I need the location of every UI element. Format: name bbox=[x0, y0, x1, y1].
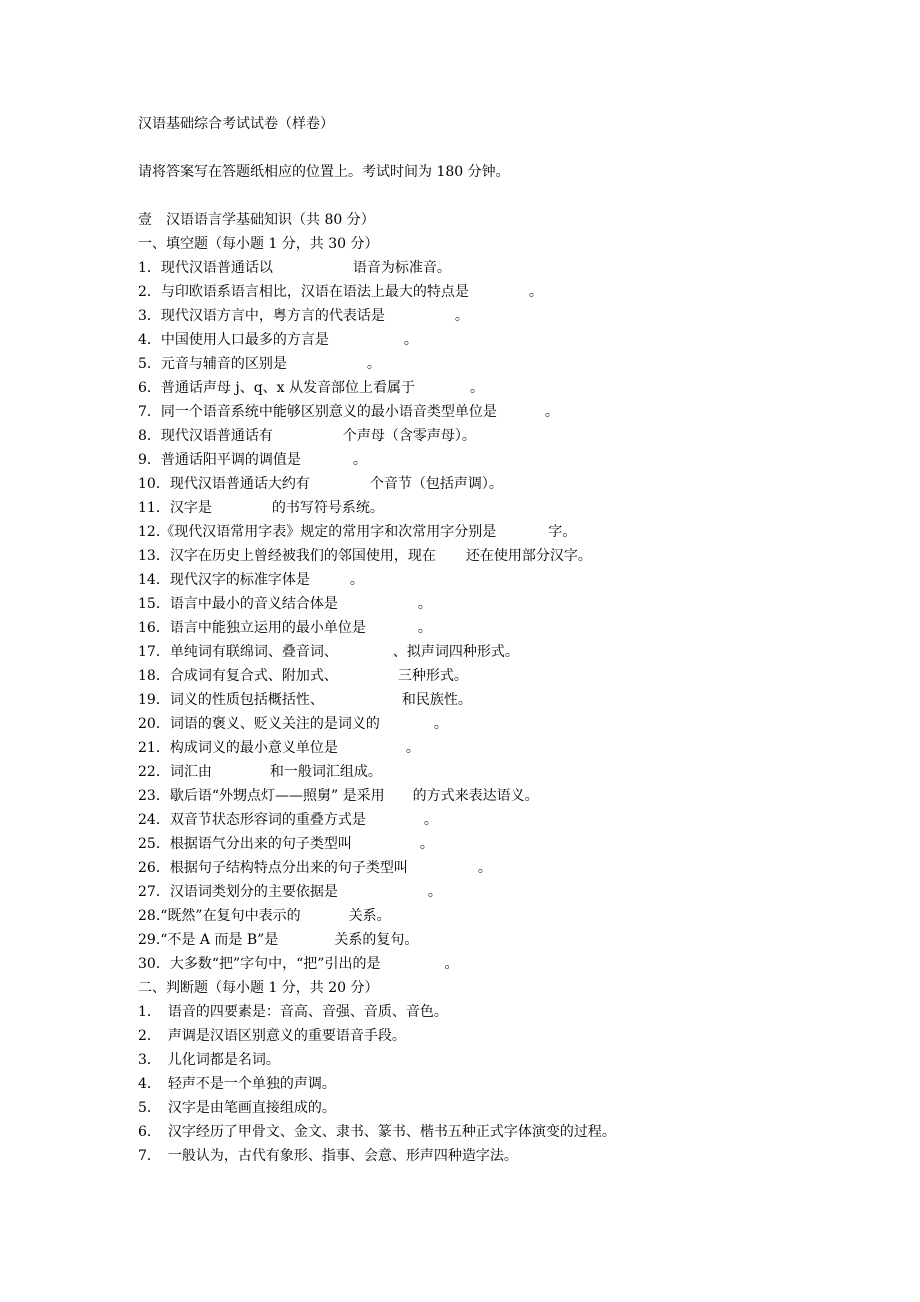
fill-blank-item bbox=[138, 784, 539, 808]
question-text-tail: 。 bbox=[419, 836, 434, 852]
fill-blank-item bbox=[138, 760, 382, 784]
fill-blank-item bbox=[138, 496, 384, 520]
question-text-tail: 。 bbox=[444, 956, 459, 972]
fill-blank-item bbox=[138, 664, 468, 688]
question-text-tail: 三种形式。 bbox=[397, 668, 468, 684]
question-text: 28.“既然”在复句中表示的 bbox=[138, 908, 301, 924]
part-heading: 壹 汉语语言学基础知识（共 80 分） bbox=[138, 212, 375, 228]
question-text: 20．词语的褒义、贬义关注的是词义的 bbox=[138, 716, 380, 732]
question-text-tail: 。 bbox=[454, 308, 469, 324]
question-text: 13．汉字在历史上曾经被我们的邻国使用，现在 bbox=[138, 548, 436, 564]
fill-blank-item bbox=[138, 472, 503, 496]
question-text-tail: 关系。 bbox=[348, 908, 391, 924]
question-text: 3．现代汉语方言中，粤方言的代表话是 bbox=[138, 308, 385, 324]
question-text-tail: 。 bbox=[427, 884, 442, 900]
question-text: 7．同一个语音系统中能够区别意义的最小语音类型单位是 bbox=[138, 404, 497, 420]
question-text-tail: 。 bbox=[528, 284, 543, 300]
question-text: 27．汉语词类划分的主要依据是 bbox=[138, 884, 338, 900]
question-text-tail: 。 bbox=[433, 716, 448, 732]
question-text-tail: 。 bbox=[405, 740, 420, 756]
true-false-item: 2． 声调是汉语区别意义的重要语音手段。 bbox=[138, 1028, 406, 1044]
question-text-tail: 字。 bbox=[548, 524, 577, 540]
question-text: 12.《现代汉语常用字表》规定的常用字和次常用字分别是 bbox=[138, 524, 497, 540]
question-text: 16．语言中能独立运用的最小单位是 bbox=[138, 620, 366, 636]
question-text-tail: 。 bbox=[477, 860, 492, 876]
exam-instruction: 请将答案写在答题纸相应的位置上。考试时间为 180 分钟。 bbox=[138, 164, 510, 180]
fill-blank-item bbox=[138, 856, 492, 880]
question-text: 5．元音与辅音的区别是 bbox=[138, 356, 287, 372]
fill-blank-item bbox=[138, 736, 420, 760]
fill-blank-item bbox=[138, 928, 418, 952]
question-text-tail: 。 bbox=[349, 572, 364, 588]
question-text: 8．现代汉语普通话有 bbox=[138, 428, 273, 444]
fill-blank-item bbox=[138, 376, 484, 400]
question-text-tail: 。 bbox=[403, 332, 418, 348]
question-text: 19．词义的性质包括概括性、 bbox=[138, 692, 324, 708]
fill-blank-item bbox=[138, 688, 472, 712]
question-text-tail: 。 bbox=[417, 596, 432, 612]
question-text-tail: 。 bbox=[352, 452, 367, 468]
question-text: 10．现代汉语普通话大约有 bbox=[138, 476, 310, 492]
fill-blank-item bbox=[138, 256, 451, 280]
question-text-tail: 。 bbox=[544, 404, 559, 420]
true-false-item: 3． 儿化词都是名词。 bbox=[138, 1052, 280, 1068]
question-text: 30．大多数“把”字句中，“把”引出的是 bbox=[138, 956, 381, 972]
fill-blank-item bbox=[138, 424, 476, 448]
question-text-tail: 个音节（包括声调）。 bbox=[369, 476, 503, 492]
fill-blank-item bbox=[138, 712, 448, 736]
true-false-item: 7． 一般认为，古代有象形、指事、会意、形声四种造字法。 bbox=[138, 1148, 518, 1164]
fill-blank-item bbox=[138, 304, 469, 328]
fill-blank-item bbox=[138, 832, 434, 856]
question-text-tail: 个声母（含零声母）。 bbox=[342, 428, 476, 444]
fill-blank-item bbox=[138, 352, 381, 376]
fill-blank-item bbox=[138, 544, 592, 568]
fill-blank-item bbox=[138, 640, 519, 664]
fill-blank-item bbox=[138, 616, 432, 640]
exam-title: 汉语基础综合考试试卷（样卷） bbox=[138, 116, 334, 132]
question-text-tail: 的方式来表达语义。 bbox=[412, 788, 539, 804]
fill-blank-item bbox=[138, 952, 458, 976]
question-text-tail: 还在使用部分汉字。 bbox=[465, 548, 592, 564]
question-text: 17．单纯词有联绵词、叠音词、 bbox=[138, 644, 338, 660]
question-text-tail: 和民族性。 bbox=[401, 692, 472, 708]
question-text: 2．与印欧语系语言相比，汉语在语法上最大的特点是 bbox=[138, 284, 469, 300]
fill-blank-item bbox=[138, 592, 432, 616]
question-text-tail: 的书写符号系统。 bbox=[271, 500, 384, 516]
question-text-tail: 、拟声词四种形式。 bbox=[392, 644, 519, 660]
question-text: 22．词汇由 bbox=[138, 764, 212, 780]
question-text-tail: 关系的复句。 bbox=[334, 932, 419, 948]
question-text: 14．现代汉字的标准字体是 bbox=[138, 572, 310, 588]
question-text-tail: 语音为标准音。 bbox=[352, 260, 451, 276]
section-fill-blank-heading: 一、填空题（每小题 1 分，共 30 分） bbox=[138, 236, 379, 252]
question-text: 26．根据句子结构特点分出来的句子类型叫 bbox=[138, 860, 408, 876]
fill-blank-item bbox=[138, 568, 364, 592]
question-text: 4．中国使用人口最多的方言是 bbox=[138, 332, 329, 348]
true-false-item: 6． 汉字经历了甲骨文、金文、隶书、篆书、楷书五种正式字体演变的过程。 bbox=[138, 1124, 616, 1140]
fill-blank-item bbox=[138, 448, 367, 472]
fill-blank-item bbox=[138, 520, 576, 544]
true-false-item: 1． 语音的四要素是：音高、音强、音质、音色。 bbox=[138, 1004, 448, 1020]
question-text: 21．构成词义的最小意义单位是 bbox=[138, 740, 338, 756]
question-text: 29.“不是 A 而是 B”是 bbox=[138, 932, 279, 948]
question-text: 1．现代汉语普通话以 bbox=[138, 260, 273, 276]
fill-blank-item bbox=[138, 808, 438, 832]
true-false-item: 5． 汉字是由笔画直接组成的。 bbox=[138, 1100, 336, 1116]
fill-blank-item bbox=[138, 400, 559, 424]
question-text-tail: 。 bbox=[366, 356, 381, 372]
question-text: 11．汉字是 bbox=[138, 500, 212, 516]
true-false-item: 4． 轻声不是一个单独的声调。 bbox=[138, 1076, 336, 1092]
question-text: 24．双音节状态形容词的重叠方式是 bbox=[138, 812, 366, 828]
question-text: 9．普通话阳平调的调值是 bbox=[138, 452, 301, 468]
fill-blank-item bbox=[138, 328, 418, 352]
question-text: 6．普通话声母 j、q、x 从发音部位上看属于 bbox=[138, 380, 416, 396]
question-text-tail: 。 bbox=[423, 812, 438, 828]
fill-blank-item bbox=[138, 280, 543, 304]
fill-blank-item bbox=[138, 904, 391, 928]
section-true-false-heading: 二、判断题（每小题 1 分，共 20 分） bbox=[138, 980, 379, 996]
question-text: 15．语言中最小的音义结合体是 bbox=[138, 596, 338, 612]
fill-blank-item bbox=[138, 880, 442, 904]
question-text: 25．根据语气分出来的句子类型叫 bbox=[138, 836, 352, 852]
question-text-tail: 和一般词汇组成。 bbox=[269, 764, 382, 780]
question-text: 23．歇后语“外甥点灯——照舅” 是采用 bbox=[138, 788, 385, 804]
question-text-tail: 。 bbox=[417, 620, 432, 636]
question-text-tail: 。 bbox=[470, 380, 485, 396]
question-text: 18．合成词有复合式、附加式、 bbox=[138, 668, 338, 684]
